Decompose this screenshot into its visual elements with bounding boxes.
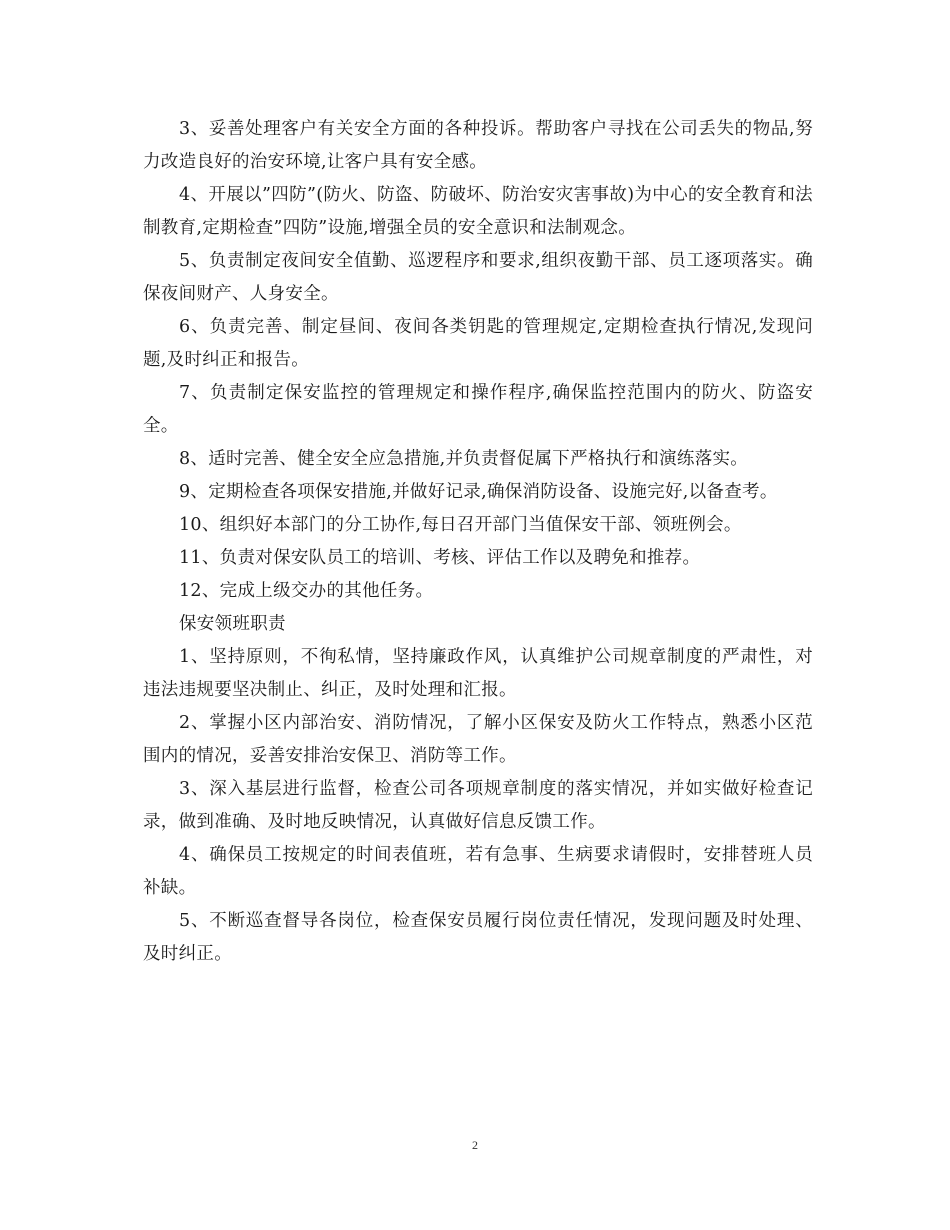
paragraph-duty-11: 11、负责对保安队员工的培训、考核、评估工作以及聘免和推荐。 (179, 548, 701, 568)
page-number: 2 (472, 1138, 478, 1152)
section-heading: 保安领班职责 (179, 614, 286, 634)
paragraph-duty-10: 10、组织好本部门的分工协作,每日召开部门当值保安干部、领班例会。 (179, 515, 742, 535)
paragraph-leader-duty-2: 2、掌握小区内部治安、消防情况，了解小区保安及防火工作特点，熟悉小区范围内的情况，妥善安排治安保卫、消防等工作。 (143, 713, 813, 766)
paragraph-duty-3: 3、妥善处理客户有关安全方面的各种投诉。帮助客户寻找在公司丢失的物品,努力改造良好的治安环境,让客户具有安全感。 (143, 119, 813, 172)
paragraph-leader-duty-3: 3、深入基层进行监督，检查公司各项规章制度的落实情况，并如实做好检查记录，做到准确、及时地反映情况，认真做好信息反馈工作。 (143, 779, 813, 832)
paragraph-duty-8: 8、适时完善、健全安全应急措施,并负责督促属下严格执行和演练落实。 (179, 449, 749, 469)
paragraph-duty-4: 4、开展以”四防”(防火、防盗、防破坏、防治安灾害事故)为中心的安全教育和法制教育,定期检查”四防”设施,增强全员的安全意识和法制观念。 (143, 185, 813, 238)
paragraph-leader-duty-1: 1、坚持原则，不徇私情，坚持廉政作风，认真维护公司规章制度的严肃性，对违法违规要坚决制止、纠正，及时处理和汇报。 (143, 647, 813, 700)
paragraph-duty-12: 12、完成上级交办的其他任务。 (179, 581, 434, 601)
paragraph-duty-7: 7、负责制定保安监控的管理规定和操作程序,确保监控范围内的防火、防盗安全。 (143, 383, 813, 436)
paragraph-duty-5: 5、负责制定夜间安全值勤、巡逻程序和要求,组织夜勤干部、员工逐项落实。确保夜间财产、人身安全。 (143, 251, 813, 304)
paragraph-duty-9: 9、定期检查各项保安措施,并做好记录,确保消防设备、设施完好,以备查考。 (179, 482, 778, 502)
document-body (143, 113, 813, 971)
paragraph-duty-6: 6、负责完善、制定昼间、夜间各类钥匙的管理规定,定期检查执行情况,发现问题,及时纠正和报告。 (143, 317, 813, 370)
paragraph-leader-duty-5: 5、不断巡查督导各岗位，检查保安员履行岗位责任情况，发现问题及时处理、及时纠正。 (143, 911, 813, 964)
paragraph-leader-duty-4: 4、确保员工按规定的时间表值班，若有急事、生病要求请假时，安排替班人员补缺。 (143, 845, 813, 898)
